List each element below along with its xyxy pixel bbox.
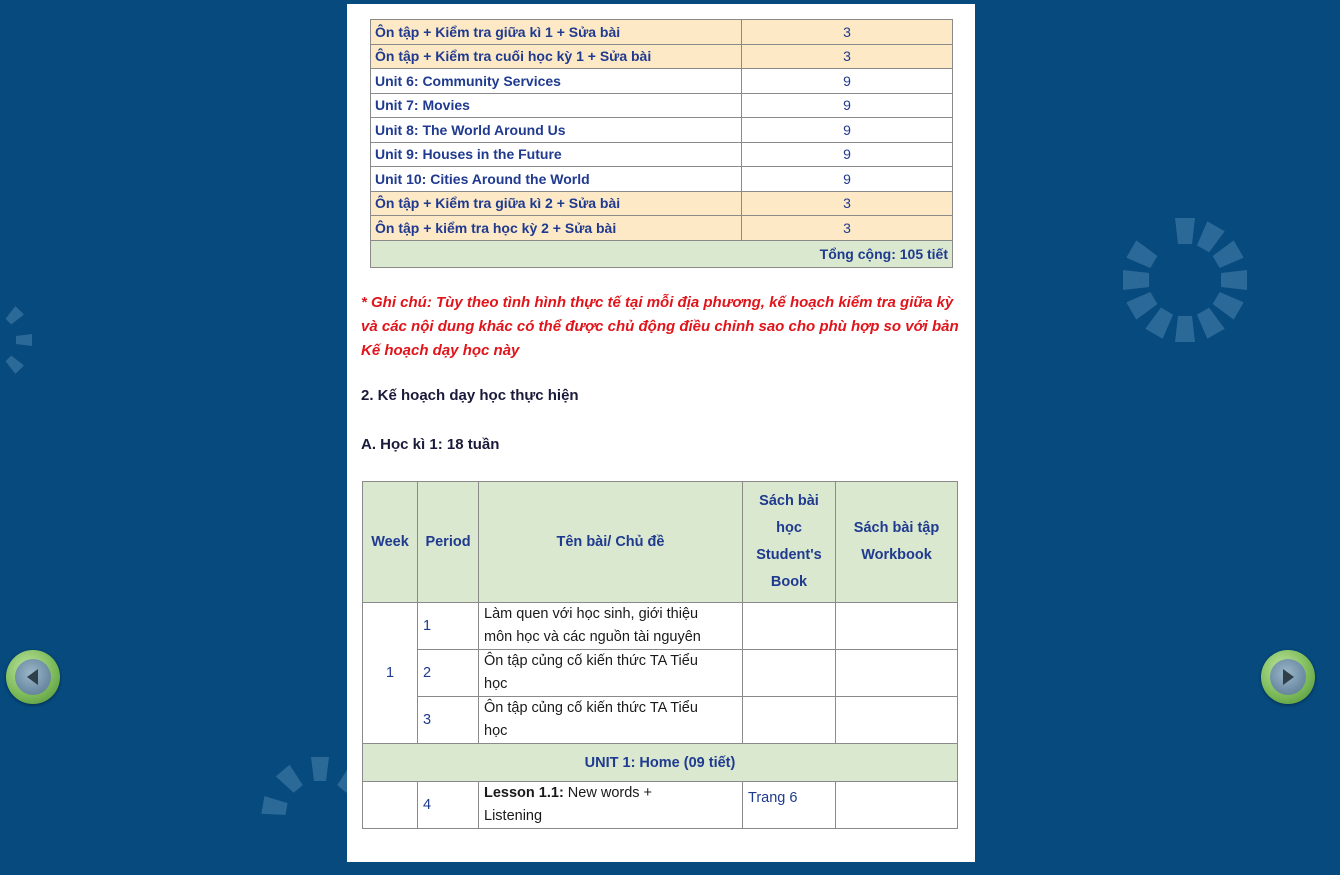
total-row — [371, 240, 953, 267]
student-book-cell: Trang 6 — [743, 782, 836, 829]
student-book-cell — [743, 650, 836, 697]
chevron-right-icon — [1261, 650, 1315, 704]
row-periods: 3 — [742, 44, 953, 69]
workbook-cell — [836, 603, 958, 650]
table-row — [371, 216, 953, 241]
header-line: học — [776, 520, 802, 536]
section-title: 2. Kế hoạch dạy học thực hiện — [361, 387, 579, 404]
row-name: Unit 10: Cities Around the World — [371, 167, 742, 192]
table-row — [363, 603, 958, 650]
workbook-cell — [836, 650, 958, 697]
plan-table — [362, 481, 958, 829]
title-cell — [479, 603, 743, 650]
summary-table — [370, 19, 953, 268]
table-row — [371, 167, 953, 192]
header-week: Week — [363, 482, 418, 603]
header-row — [363, 482, 958, 603]
unit-label: UNIT 1: Home (09 tiết) — [363, 744, 958, 782]
row-name: Unit 9: Houses in the Future — [371, 142, 742, 167]
table-row — [371, 191, 953, 216]
row-periods: 9 — [742, 142, 953, 167]
title-line: Làm quen với học sinh, giới thiệu — [484, 606, 699, 622]
student-book-cell — [743, 603, 836, 650]
student-book-cell — [743, 697, 836, 744]
row-name: Unit 8: The World Around Us — [371, 118, 742, 143]
lesson-label: Lesson 1.1: — [484, 785, 564, 801]
row-periods: 3 — [742, 20, 953, 45]
row-name: Unit 6: Community Services — [371, 69, 742, 94]
table-row — [371, 142, 953, 167]
table-row — [371, 44, 953, 69]
table-row — [371, 69, 953, 94]
row-periods: 9 — [742, 167, 953, 192]
title-cell — [479, 650, 743, 697]
unit-row — [363, 744, 958, 782]
title-line: học — [484, 723, 508, 739]
header-period: Period — [418, 482, 479, 603]
header-student-book — [743, 482, 836, 603]
decorative-ring-left — [0, 290, 40, 390]
table-row — [371, 20, 953, 45]
header-line: Sách bài — [759, 493, 819, 509]
header-title: Tên bài/ Chủ đề — [479, 482, 743, 603]
row-name: Ôn tập + Kiểm tra giữa kì 1 + Sửa bài — [371, 20, 742, 45]
row-periods: 3 — [742, 191, 953, 216]
note-text: * Ghi chú: Tùy theo tình hình thực tế tại mỗi địa phương, kế hoạch kiểm tra giữa kỳ và các nội dung khác có thể được chủ động điều chỉnh sao cho phù hợp so với bản Kế hoạch dạy học này — [361, 294, 959, 359]
title-line: Ôn tập củng cố kiến thức TA Tiểu — [484, 700, 698, 716]
header-line: Book — [770, 574, 808, 590]
row-periods: 9 — [742, 69, 953, 94]
row-periods: 9 — [742, 118, 953, 143]
table-row — [363, 697, 958, 744]
period-cell: 4 — [418, 782, 479, 829]
header-workbook — [836, 482, 958, 603]
title-line: Ôn tập củng cố kiến thức TA Tiểu — [484, 653, 698, 669]
title-line: học — [484, 676, 508, 692]
week-cell — [363, 782, 418, 829]
table-row — [363, 650, 958, 697]
title-cell — [479, 697, 743, 744]
title-cell — [479, 782, 743, 829]
row-name: Unit 7: Movies — [371, 93, 742, 118]
lesson-text: New words + — [563, 785, 653, 801]
subsection-title: A. Học kì 1: 18 tuần — [361, 436, 500, 453]
workbook-cell — [836, 697, 958, 744]
prev-page-button[interactable] — [6, 650, 60, 704]
decorative-ring-right — [1110, 205, 1260, 355]
week-cell: 1 — [363, 603, 418, 744]
title-line — [484, 782, 737, 805]
row-name: Ôn tập + Kiểm tra giữa kì 2 + Sửa bài — [371, 191, 742, 216]
workbook-cell — [836, 782, 958, 829]
row-name: Ôn tập + Kiểm tra cuối học kỳ 1 + Sửa bài — [371, 44, 742, 69]
title-line: Listening — [484, 808, 543, 824]
title-line: môn học và các nguồn tài nguyên — [484, 629, 701, 645]
header-line: Student's — [756, 547, 822, 563]
next-page-button[interactable] — [1261, 650, 1315, 704]
period-cell: 3 — [418, 697, 479, 744]
chevron-left-icon — [6, 650, 60, 704]
row-name: Ôn tập + kiểm tra học kỳ 2 + Sửa bài — [371, 216, 742, 241]
total-label: Tổng cộng: 105 tiết — [371, 240, 953, 267]
period-cell: 1 — [418, 603, 479, 650]
document-page — [347, 4, 975, 862]
table-row — [363, 782, 958, 829]
header-line: Workbook — [861, 547, 932, 563]
header-line: Sách bài tập — [853, 520, 940, 536]
row-periods: 9 — [742, 93, 953, 118]
row-periods: 3 — [742, 216, 953, 241]
table-row — [371, 93, 953, 118]
period-cell: 2 — [418, 650, 479, 697]
table-row — [371, 118, 953, 143]
